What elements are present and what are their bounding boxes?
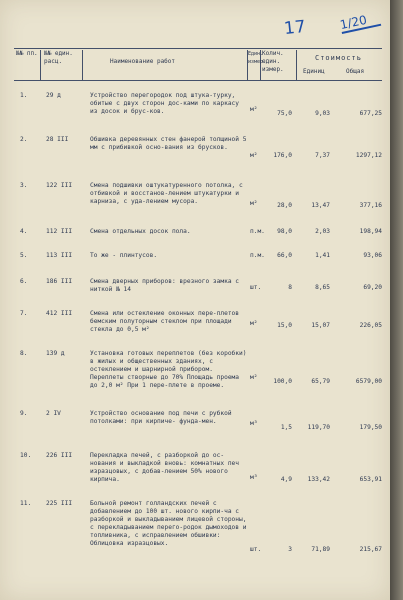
row-unit: п.м. [250, 228, 265, 235]
row-number: 10. [20, 452, 32, 459]
row-code: 113 III [46, 252, 73, 259]
header-col-num: №№ пп. [16, 50, 38, 57]
header-divider [40, 50, 41, 80]
row-total: 215,67 [359, 546, 382, 553]
header-col-code: №№ един. расц. [44, 50, 73, 65]
row-code: 139 д [46, 350, 65, 357]
row-number: 3. [20, 182, 28, 189]
row-unit: шт. [250, 546, 262, 553]
row-description: Смена отдельных досок пола. [90, 228, 191, 235]
header-bottom-rule [14, 80, 382, 81]
row-number: 8. [20, 350, 28, 357]
row-description: То же - плинтусов. [90, 252, 158, 259]
row-total: 93,06 [363, 252, 382, 259]
row-quantity: 15,0 [277, 322, 292, 329]
row-unit: м² [250, 320, 258, 327]
row-quantity: 1,5 [280, 424, 292, 431]
row-description: Устройство перегородок под штука-турку, обитые с двух сторон дос-ками по каркасу из досок и брус-ков. [90, 92, 240, 115]
row-total: 653,91 [359, 476, 382, 483]
row-description: Установка готовых переплетов (без коробки) в жилых и общественных зданиях, с остеклением и шарнирной прибором. Переплеты створные до 70% Площадь проема до 2,0 м² При 1 пере-плете в проеме. [90, 350, 247, 389]
header-col-unit-price: Единиц [303, 68, 325, 75]
header-col-unit: Един. измер. [248, 51, 267, 65]
page-edge [390, 0, 403, 600]
row-number: 6. [20, 278, 28, 285]
row-quantity: 3 [288, 546, 292, 553]
row-code: 226 III [46, 452, 73, 459]
row-number: 5. [20, 252, 28, 259]
header-top-rule [14, 48, 382, 49]
row-description: Обшивка деревянных стен фанерой толщиной 5 мм с прибивкой осно-вания из брусков. [90, 136, 247, 151]
row-total: 1297,12 [355, 152, 382, 159]
row-code: 28 III [46, 136, 69, 143]
row-quantity: 8 [288, 284, 292, 291]
row-unit: п.м. [250, 252, 265, 259]
row-unit-price: 9,03 [315, 110, 330, 117]
row-unit: м³ [250, 420, 258, 427]
row-unit-price: 2,03 [315, 228, 330, 235]
row-quantity: 4,9 [280, 476, 292, 483]
row-unit-price: 7,37 [315, 152, 330, 159]
row-unit: м² [250, 106, 258, 113]
row-code: 2 IV [46, 410, 61, 417]
row-total: 226,05 [359, 322, 382, 329]
row-code: 122 III [46, 182, 73, 189]
row-description: Смена дверных приборов: врезного замка с ниткой № 14 [90, 278, 240, 293]
row-unit-price: 13,47 [311, 202, 330, 209]
row-total: 377,16 [359, 202, 382, 209]
corner-mark: 1/20 [339, 10, 381, 34]
row-description: Перекладка печей, с разборкой до ос-нования и выкладкой вновь: комнатных печ изразцовых, с добав-лением 50% нового кирпича. [90, 452, 240, 483]
row-code: 412 III [46, 310, 73, 317]
row-unit: шт. [250, 284, 262, 291]
header-col-qty: Колич. един. измер. [262, 50, 284, 73]
row-code: 29 д [46, 92, 61, 99]
row-unit-price: 15,07 [311, 322, 330, 329]
header-divider [82, 50, 83, 80]
row-number: 11. [20, 500, 32, 507]
row-description: Больной ремонт голландских печей с добавлением до 100 шт. нового кирпи-ча с разборкой и выкладыванием лицевой стороны, с перекладыванием перего-родок дымоходов и топливника, с исправлением обшивки: Облицовка изразцовых. [90, 500, 247, 547]
row-quantity: 176,0 [273, 152, 292, 159]
row-total: 677,25 [359, 110, 382, 117]
row-code: 112 III [46, 228, 73, 235]
row-number: 9. [20, 410, 28, 417]
handwritten-page-number: 17 [283, 16, 307, 40]
row-unit-price: 1,41 [315, 252, 330, 259]
row-code: 225 III [46, 500, 73, 507]
header-divider [296, 50, 297, 80]
row-number: 2. [20, 136, 28, 143]
row-unit-price: 119,70 [307, 424, 330, 431]
row-unit: м² [250, 200, 258, 207]
row-total: 179,50 [359, 424, 382, 431]
row-unit: м² [250, 152, 258, 159]
row-code: 186 III [46, 278, 73, 285]
header-col-desc: Наименование работ [110, 58, 176, 65]
header-col-total: Общая [346, 68, 365, 75]
row-unit-price: 65,79 [311, 378, 330, 385]
row-quantity: 100,0 [273, 378, 292, 385]
row-description: Смена или остекление оконных пере-плетов бемским полуторным стеклом при площади стекла до 0,5 м² [90, 310, 240, 333]
row-quantity: 75,0 [277, 110, 292, 117]
row-unit-price: 8,65 [315, 284, 330, 291]
row-unit: м³ [250, 474, 258, 481]
row-unit-price: 71,89 [311, 546, 330, 553]
row-description: Устройство основание под печи с рубкой потолками: при кирпиче- фунда-мен. [90, 410, 232, 425]
row-total: 198,94 [359, 228, 382, 235]
row-quantity: 98,0 [277, 228, 292, 235]
row-total: 6579,00 [355, 378, 382, 385]
row-unit: м² [250, 374, 258, 381]
row-total: 69,20 [363, 284, 382, 291]
row-number: 7. [20, 310, 28, 317]
row-number: 4. [20, 228, 28, 235]
row-quantity: 28,0 [277, 202, 292, 209]
row-description: Смена подшивки оштукатуренного потолка, с отбивкой и восстанов-лением штукатурки и карниза, с уда-лением мусора. [90, 182, 243, 205]
row-unit-price: 133,42 [307, 476, 330, 483]
row-quantity: 66,0 [277, 252, 292, 259]
row-number: 1. [20, 92, 28, 99]
header-col-cost: Стоимость [315, 54, 362, 62]
